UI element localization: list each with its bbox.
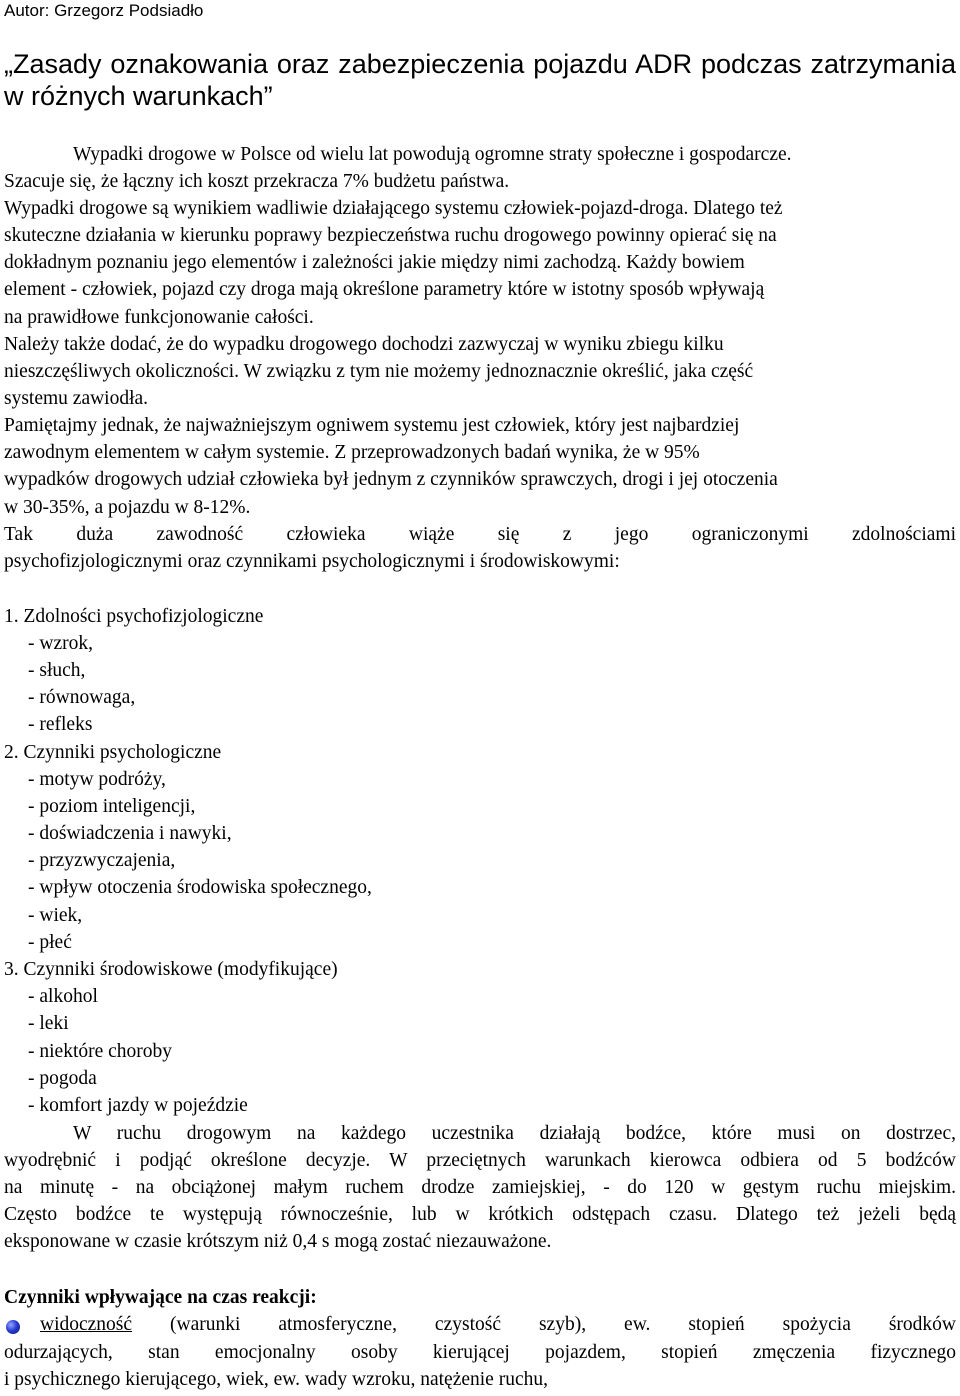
list-heading: 3. Czynniki środowiskowe (modyfikujące) — [4, 959, 338, 980]
list-item: - przyzwyczajenia, — [28, 850, 176, 871]
text-line: Szacuje się, że łączny ich koszt przekracza 7% budżetu państwa. — [4, 171, 510, 192]
text-line: systemu zawiodła. — [4, 388, 149, 409]
list-item: - pogoda — [28, 1068, 97, 1089]
text-line: W ruchu drogowym na każdego uczestnika działają bodźce, które musi on dostrzec, — [73, 1123, 956, 1144]
text-line: Pamiętajmy jednak, że najważniejszym ogniwem systemu jest człowiek, który jest najbardziej — [4, 415, 740, 436]
list-item: - leki — [28, 1013, 69, 1034]
bullet-icon — [6, 1320, 20, 1334]
list-item: - słuch, — [28, 660, 86, 681]
author-line: Autor: Grzegorz Podsiadło — [4, 1, 204, 20]
text-line: psychofizjologicznymi oraz czynnikami psychologicznymi i środowiskowymi: — [4, 551, 620, 572]
text-line: Często bodźce te występują równocześnie, lub w krótkich odstępach czasu. Dlatego też jeżeli będą — [4, 1204, 956, 1225]
list-item: - refleks — [28, 714, 93, 735]
bullet-line-rest: (warunki atmosferyczne, czystość szyb), ew. stopień spożycia środków — [170, 1314, 956, 1335]
list-item: - płeć — [28, 932, 72, 953]
text-line: wypadków drogowych udział człowieka był jednym z czynników sprawczych, drogi i jej otoczenia — [4, 469, 778, 490]
text-line: skuteczne działania w kierunku poprawy bezpieczeństwa ruchu drogowego powinny opierać się na — [4, 225, 777, 246]
list-item: - alkohol — [28, 986, 98, 1007]
text-line: Tak duża zawodność człowieka wiąże się z jego ograniczonymi zdolnościami — [4, 524, 956, 545]
text-line: odurzających, stan emocjonalny osoby kierującej pojazdem, stopień zmęczenia fizycznego — [4, 1342, 956, 1363]
list-heading: 1. Zdolności psychofizjologiczne — [4, 606, 264, 627]
text-line: element - człowiek, pojazd czy droga mają określone parametry które w istotny sposób wpływają — [4, 279, 765, 300]
text-line: na minutę - na obciążonej małym ruchem drodze zamiejskiej, - do 120 w gęstym ruchu miejskim. — [4, 1177, 956, 1198]
text-line: zawodnym elementem w całym systemie. Z przeprowadzonych badań wynika, że w 95% — [4, 442, 700, 463]
text-line: na prawidłowe funkcjonowanie całości. — [4, 307, 314, 328]
list-item: - komfort jazdy w pojeździe — [28, 1095, 248, 1116]
list-item: - niektóre choroby — [28, 1041, 173, 1062]
list-item: - równowaga, — [28, 687, 136, 708]
document-title: „Zasady oznakowania oraz zabezpieczenia pojazdu ADR podczas zatrzymania w różnych warunkach” — [4, 49, 956, 111]
text-line: wyodrębnić i podjąć określone decyzje. W przeciętnych warunkach kierowca odbiera od 5 bodźców — [4, 1150, 956, 1171]
text-line: eksponowane w czasie krótszym niż 0,4 s mogą zostać niezauważone. — [4, 1231, 552, 1252]
text-line: Wypadki drogowe są wynikiem wadliwie działającego systemu człowiek-pojazd-droga. Dlatego też — [4, 198, 783, 219]
list-item: - wpływ otoczenia środowiska społecznego, — [28, 877, 372, 898]
bullet-first-line — [40, 1312, 956, 1338]
list-heading: 2. Czynniki psychologiczne — [4, 742, 222, 763]
list-item: - poziom inteligencji, — [28, 796, 196, 817]
list-item: - wzrok, — [28, 633, 93, 654]
text-line: i psychicznego kierującego, wiek, ew. wady wzroku, natężenie ruchu, — [4, 1369, 548, 1390]
text-line: nieszczęśliwych okoliczności. W związku z tym nie możemy jednoznacznie określić, jaka część — [4, 361, 754, 382]
text-line: dokładnym poznaniu jego elementów i zależności jakie między nimi zachodzą. Każdy bowiem — [4, 252, 745, 273]
list-item: - wiek, — [28, 905, 83, 926]
text-line: Wypadki drogowe w Polsce od wielu lat powodują ogromne straty społeczne i gospodarcze. — [73, 144, 792, 165]
list-item: - doświadczenia i nawyki, — [28, 823, 232, 844]
section-heading: Czynniki wpływające na czas reakcji: — [4, 1287, 317, 1308]
list-item: - motyw podróży, — [28, 769, 166, 790]
text-line: w 30-35%, a pojazdu w 8-12%. — [4, 497, 251, 518]
bullet-keyword: widoczność — [40, 1314, 133, 1335]
text-line: Należy także dodać, że do wypadku drogowego dochodzi zazwyczaj w wyniku zbiegu kilku — [4, 334, 724, 355]
